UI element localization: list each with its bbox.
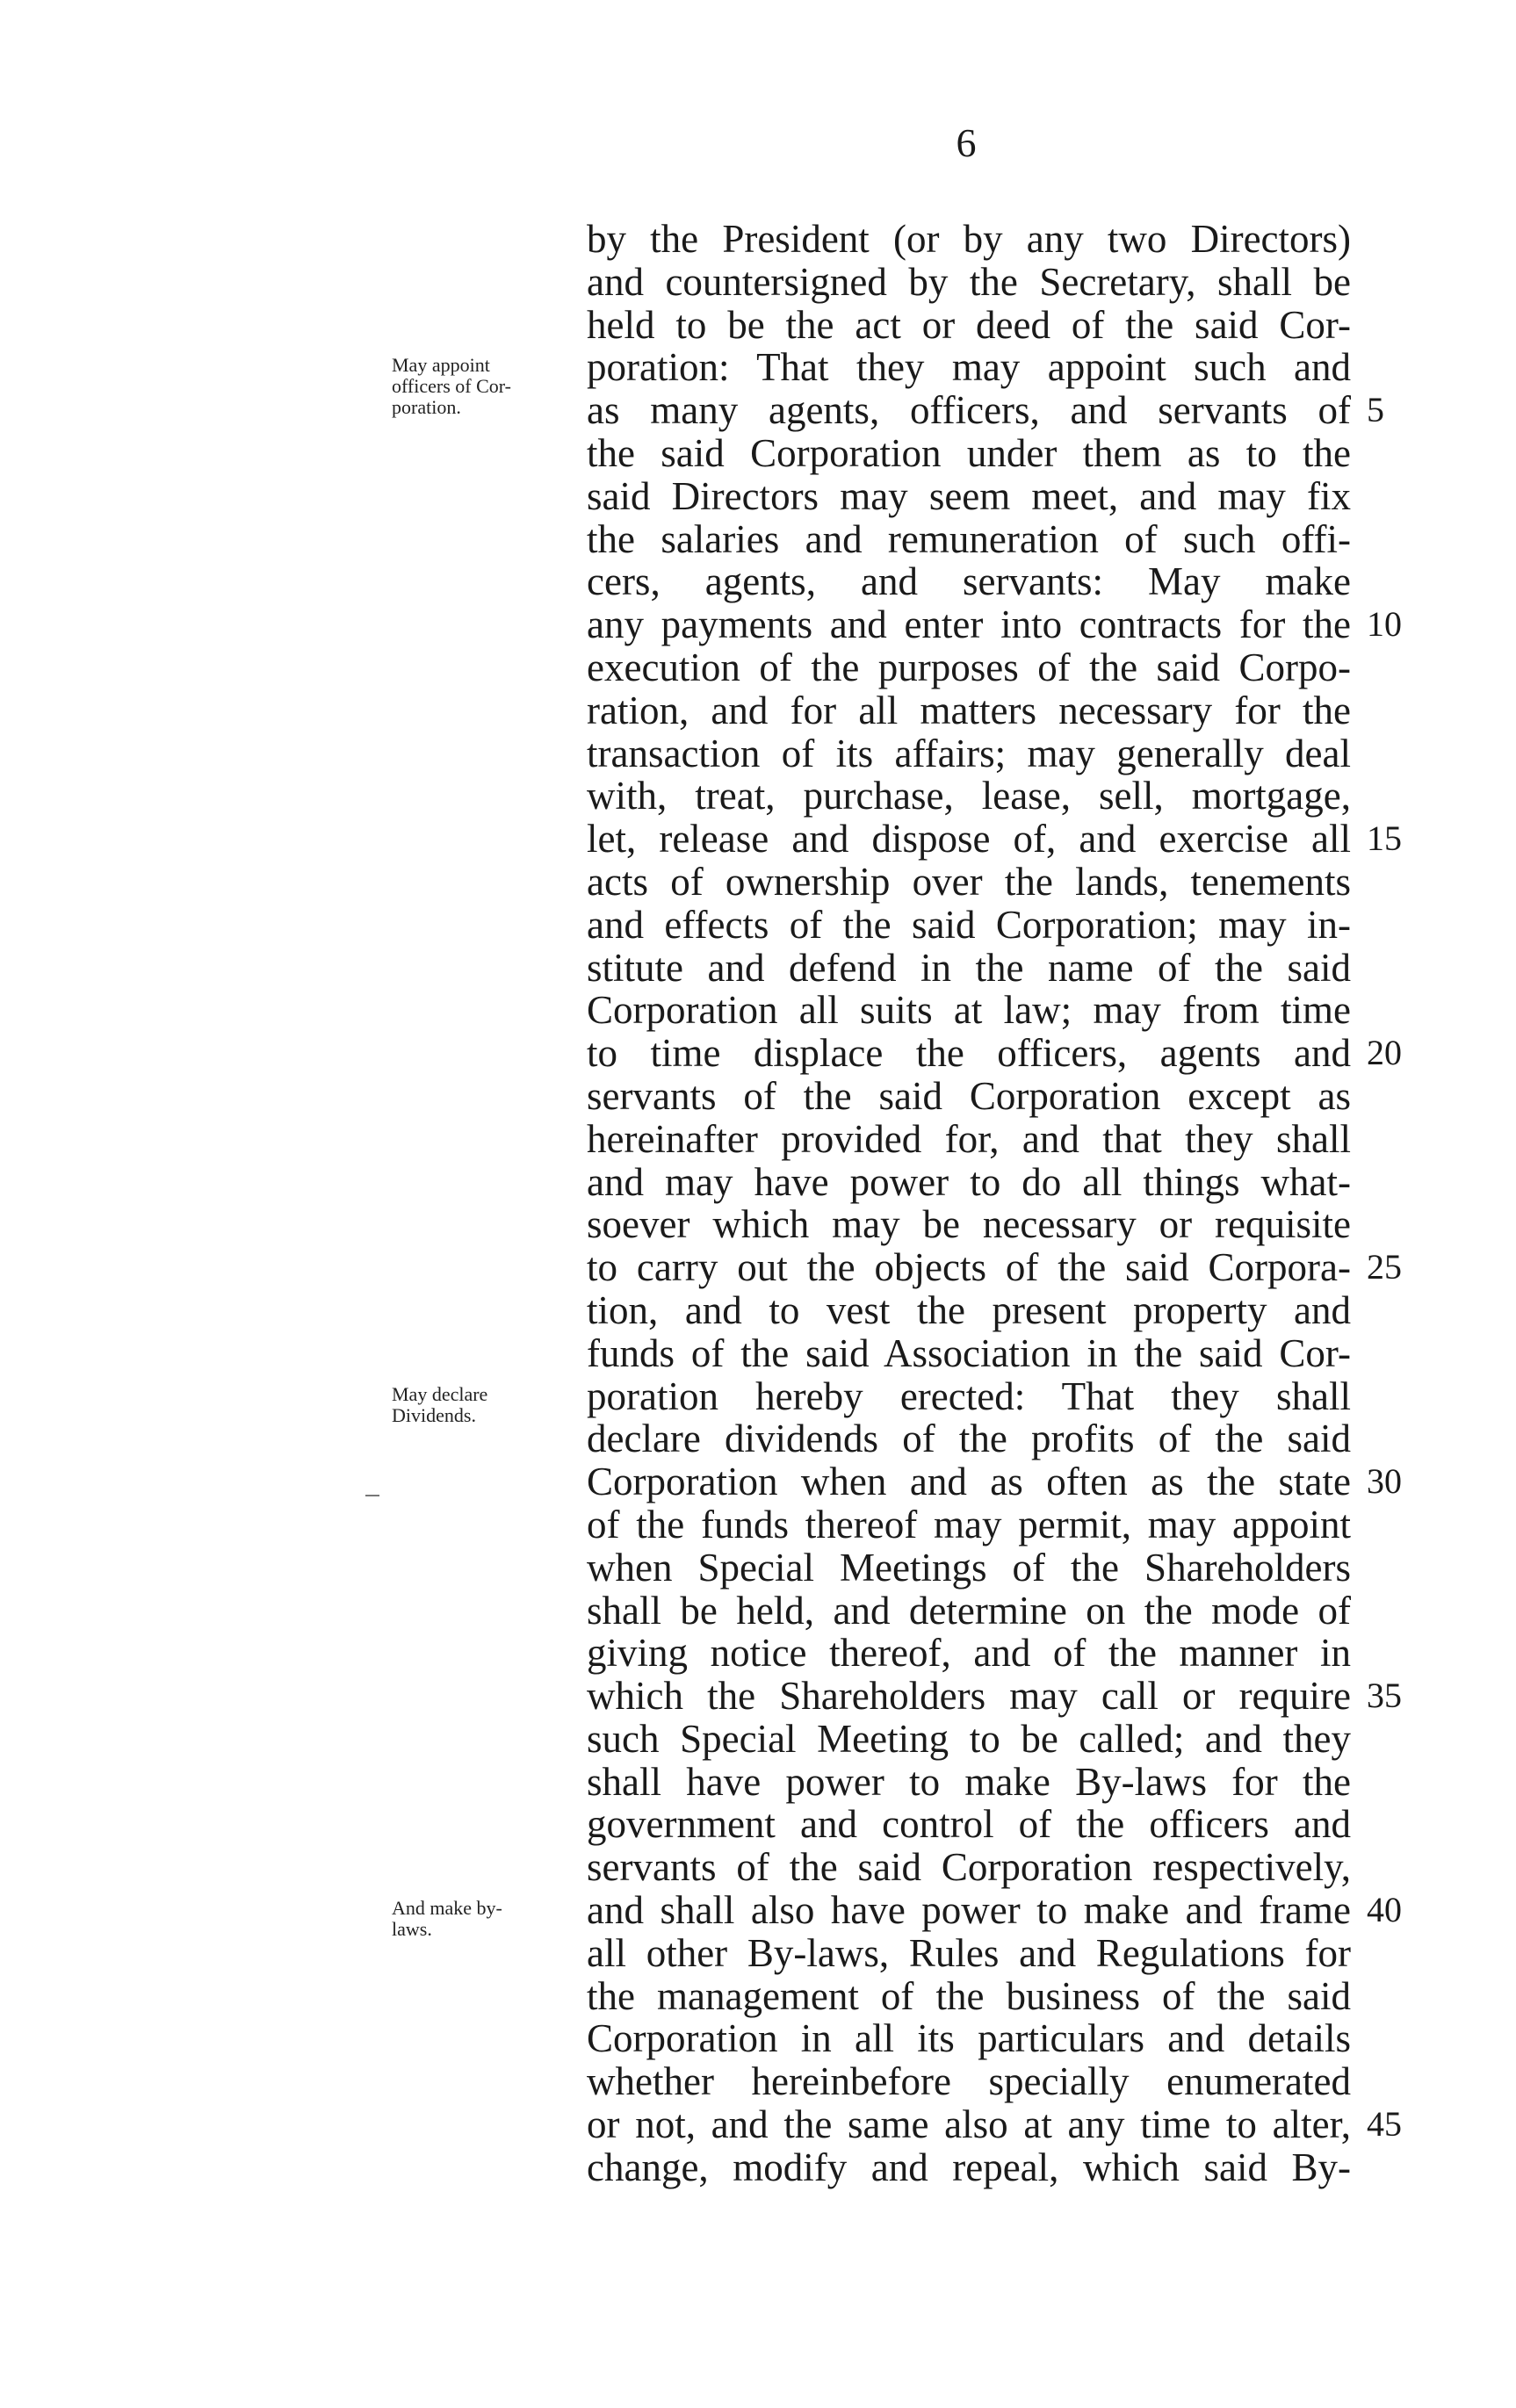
text-line-content: and countersigned by the Secretary, shall be	[587, 259, 1351, 304]
margin-note-line: poration.	[392, 396, 461, 419]
text-line-content: funds of the said Association in the said Cor-	[587, 1330, 1351, 1375]
text-line	[587, 2103, 1351, 2146]
text-line-content: when Special Meetings of the Shareholders	[587, 1545, 1351, 1590]
text-line-content: poration: That they may appoint such and	[587, 345, 1351, 390]
text-line	[587, 1761, 1351, 1804]
text-line-content: any payments and enter into contracts for the	[587, 602, 1351, 647]
text-line	[587, 1417, 1351, 1460]
text-line	[587, 1546, 1351, 1590]
margin-note-line: Dividends.	[392, 1403, 476, 1426]
text-line	[587, 861, 1351, 904]
text-line	[587, 1889, 1351, 1932]
text-line	[587, 1075, 1351, 1118]
text-line-content: stitute and defend in the name of the said	[587, 945, 1351, 990]
text-line-content: ration, and for all matters necessary for the	[587, 688, 1351, 732]
margin-note	[392, 1384, 583, 1426]
text-line-content: said Directors may seem meet, and may fix	[587, 473, 1351, 518]
margin-note-line: May appoint	[392, 354, 490, 377]
text-line-content: servants of the said Corporation except as	[587, 1073, 1351, 1118]
text-line	[587, 2017, 1351, 2060]
text-line	[587, 389, 1351, 432]
text-line-content: or not, and the same also at any time to alter,	[587, 2102, 1351, 2147]
text-line-content: which the Shareholders may call or require	[587, 1674, 1351, 1719]
text-line-content: cers, agents, and servants: May make	[587, 559, 1351, 604]
text-line	[587, 1932, 1351, 1975]
text-line-content: tion, and to vest the present property and	[587, 1287, 1351, 1332]
text-line-content: to carry out the objects of the said Corpora-	[587, 1245, 1351, 1290]
text-line-content: by the President (or by any two Directors)	[587, 217, 1351, 261]
text-line-content: poration hereby erected: That they shall	[587, 1373, 1351, 1418]
text-line-content: change, modify and repeal, which said By-	[587, 2145, 1351, 2189]
text-line	[587, 989, 1351, 1032]
text-line	[587, 1118, 1351, 1161]
page-number: 6	[956, 120, 977, 165]
text-line-content: and shall also have power to make and frame	[587, 1888, 1351, 1933]
text-line-content: acts of ownership over the lands, tenements	[587, 859, 1351, 904]
text-line	[587, 904, 1351, 947]
text-line	[587, 732, 1351, 775]
text-line	[587, 1375, 1351, 1418]
line-number: 10	[1367, 604, 1402, 645]
text-line-content: of the funds thereof may permit, may appoint	[587, 1502, 1351, 1546]
text-line-content: and may have power to do all things what-	[587, 1159, 1351, 1204]
text-line	[587, 1203, 1351, 1246]
line-number: 40	[1367, 1890, 1402, 1930]
margin-note-line: And make by-	[392, 1897, 502, 1920]
text-line-content: declare dividends of the profits of the said	[587, 1417, 1351, 1461]
text-line	[587, 646, 1351, 689]
body-text	[587, 218, 1351, 2189]
text-line-content: the said Corporation under them as to the	[587, 430, 1351, 475]
text-line	[587, 1675, 1351, 1718]
text-line-content: to time displace the officers, agents and	[587, 1031, 1351, 1076]
text-line	[587, 2060, 1351, 2103]
text-line	[587, 1975, 1351, 2018]
margin-note-line: May declare	[392, 1382, 488, 1405]
line-number: 35	[1367, 1676, 1402, 1716]
text-line-content: the salaries and remuneration of such offi-	[587, 516, 1351, 561]
stray-mark	[365, 1495, 379, 1496]
text-line-content: whether hereinbefore specially enumerated	[587, 2059, 1351, 2104]
text-line-content: soever which may be necessary or requisite	[587, 1202, 1351, 1247]
margin-note	[392, 1898, 583, 1940]
text-line	[587, 689, 1351, 732]
text-line-content: hereinafter provided for, and that they shall	[587, 1116, 1351, 1161]
text-line-content: all other By-laws, Rules and Regulations for	[587, 1930, 1351, 1975]
margin-note-line: officers of Cor-	[392, 375, 511, 398]
line-number: 5	[1367, 390, 1384, 430]
text-line	[587, 775, 1351, 818]
text-line-content: Corporation all suits at law; may from time	[587, 988, 1351, 1033]
text-line	[587, 1846, 1351, 1889]
text-line	[587, 1590, 1351, 1633]
text-line	[587, 1803, 1351, 1846]
text-line-content: shall be held, and determine on the mode of	[587, 1588, 1351, 1633]
text-line-content: execution of the purposes of the said Corpo-	[587, 645, 1351, 689]
text-line-content: servants of the said Corporation respectively,	[587, 1845, 1351, 1890]
text-line	[587, 1632, 1351, 1675]
text-line-content: the management of the business of the said	[587, 1973, 1351, 2018]
text-line-content: as many agents, officers, and servants of	[587, 388, 1351, 433]
text-line	[587, 432, 1351, 475]
text-line-content: held to be the act or deed of the said Cor-	[587, 302, 1351, 347]
text-line-content: giving notice thereof, and of the manner in	[587, 1631, 1351, 1676]
text-line-content: with, treat, purchase, lease, sell, mortgage,	[587, 774, 1351, 818]
text-line-content: let, release and dispose of, and exercise all	[587, 817, 1351, 862]
margin-note	[392, 355, 583, 418]
text-line-content: Corporation when and as often as the state	[587, 1460, 1351, 1504]
line-number: 45	[1367, 2104, 1402, 2145]
text-line	[587, 818, 1351, 861]
text-line	[587, 603, 1351, 646]
text-line	[587, 475, 1351, 518]
margin-note-line: laws.	[392, 1918, 432, 1941]
text-line	[587, 560, 1351, 603]
text-line	[587, 218, 1351, 261]
text-line	[587, 947, 1351, 990]
text-line-content: such Special Meeting to be called; and they	[587, 1716, 1351, 1761]
text-line	[587, 1032, 1351, 1075]
text-line	[587, 304, 1351, 347]
text-line	[587, 1332, 1351, 1375]
text-line	[587, 1460, 1351, 1503]
text-line	[587, 1718, 1351, 1761]
line-number: 30	[1367, 1461, 1402, 1502]
line-number: 25	[1367, 1247, 1402, 1287]
text-line	[587, 1161, 1351, 1204]
text-line	[587, 1289, 1351, 1332]
text-line	[587, 346, 1351, 389]
text-line	[587, 2146, 1351, 2189]
text-line	[587, 261, 1351, 304]
text-line-content: Corporation in all its particulars and details	[587, 2016, 1351, 2061]
text-line-content: and effects of the said Corporation; may in-	[587, 902, 1351, 947]
line-number: 15	[1367, 818, 1402, 859]
text-line-content: shall have power to make By-laws for the	[587, 1759, 1351, 1804]
line-number: 20	[1367, 1033, 1402, 1073]
text-line-content: government and control of the officers and	[587, 1802, 1351, 1847]
text-line	[587, 1246, 1351, 1289]
text-line	[587, 518, 1351, 561]
text-line	[587, 1503, 1351, 1546]
text-line-content: transaction of its affairs; may generally deal	[587, 731, 1351, 775]
